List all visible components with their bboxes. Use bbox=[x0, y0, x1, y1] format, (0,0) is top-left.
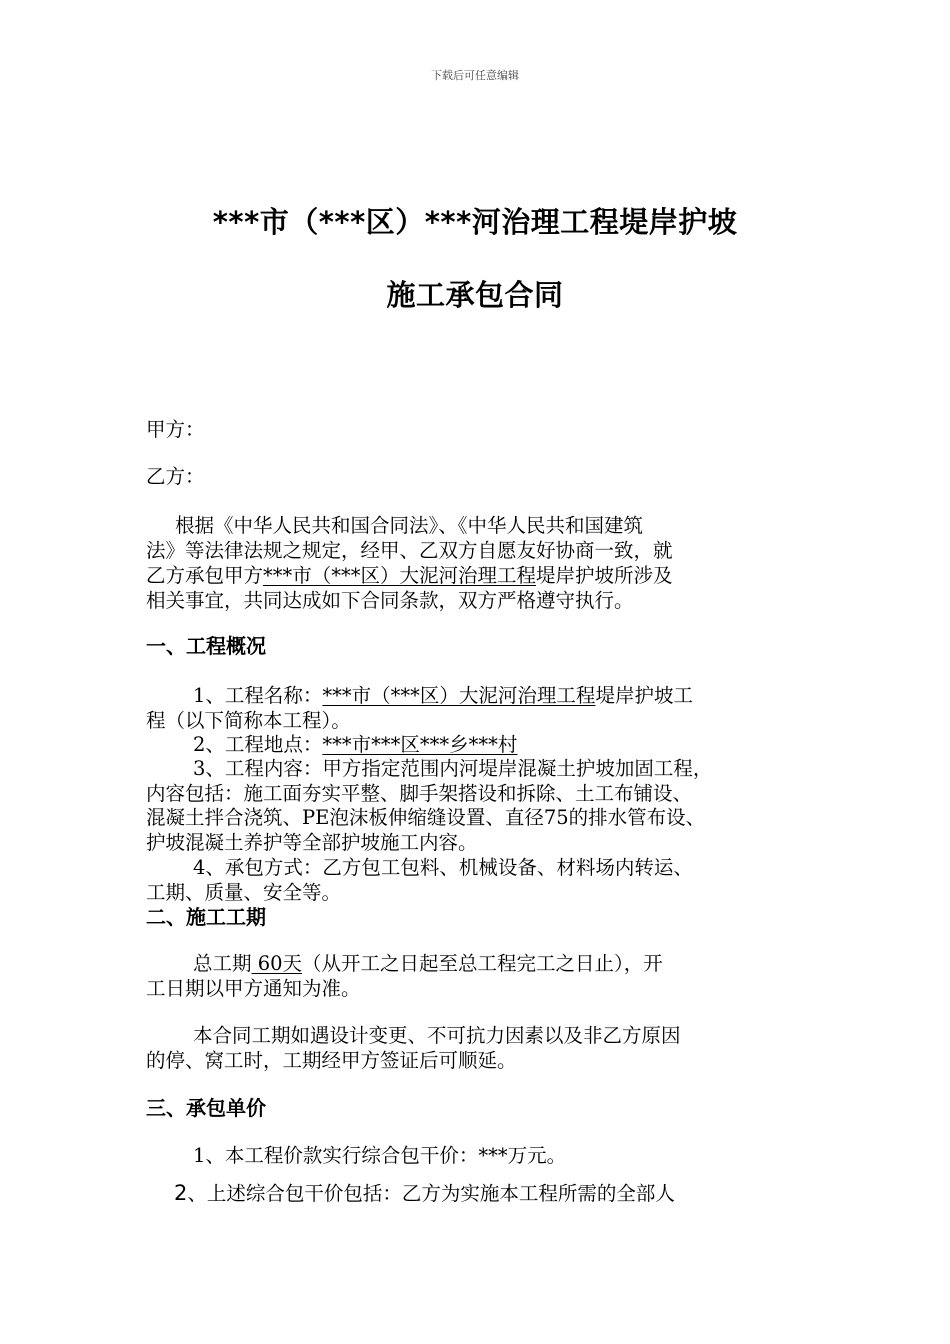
item-line: 护坡混凝土养护等全部护坡施工内容。 bbox=[146, 831, 478, 854]
project-name-underlined: ***市（***区）大泥河治理工程 bbox=[322, 684, 596, 707]
section-2-heading: 二、施工工期 bbox=[146, 905, 266, 929]
item-line: 1、本工程价款实行综合包干价：***万元。 bbox=[193, 1144, 567, 1167]
intro-text: 乙方承包甲方 bbox=[146, 564, 264, 587]
item-line: 3、工程内容：甲方指定范围内河堤岸混凝土护坡加固工程， bbox=[193, 757, 713, 780]
intro-line: 相关事宜，共同达成如下合同条款，双方严格遵守执行。 bbox=[146, 589, 634, 612]
intro-text: 堤岸护坡所涉及 bbox=[536, 564, 673, 587]
section-3-heading: 三、承包单价 bbox=[146, 1096, 266, 1120]
project-location-underlined: ***市***区***乡***村 bbox=[322, 733, 518, 756]
item-text: 2、工程地点： bbox=[193, 733, 323, 756]
paragraph-line: 的停、窝工时，工期经甲方签证后可顺延。 bbox=[146, 1049, 517, 1072]
document-title-line-2: 施工承包合同 bbox=[386, 278, 564, 312]
paragraph-line: 本合同工期如遇设计变更、不可抗力因素以及非乙方原因 bbox=[193, 1024, 681, 1047]
item-line bbox=[193, 680, 693, 708]
item-line bbox=[174, 1178, 675, 1206]
item-line: 内容包括：施工面夯实平整、脚手架搭设和拆除、土工布铺设、 bbox=[146, 782, 693, 805]
paragraph-line: 工日期以甲方通知为准。 bbox=[146, 977, 361, 1000]
header-note: 下载后可任意编辑 bbox=[431, 69, 519, 82]
intro-line: 根据《中华人民共和国合同法》、《中华人民共和国建筑 bbox=[175, 514, 644, 537]
paragraph-line bbox=[193, 948, 663, 976]
paragraph-text: （从开工之日起至总工程完工之日止），开 bbox=[302, 952, 663, 975]
intro-line: 法》等法律法规之规定，经甲、乙双方自愿友好协商一致，就 bbox=[146, 539, 673, 562]
item-number: 2 bbox=[174, 1181, 188, 1205]
document-title-line-1: ***市（***区）***河治理工程堤岸护坡 bbox=[212, 205, 738, 239]
item-text: 堤岸护坡工 bbox=[595, 684, 693, 707]
item-line: 混凝土拌合浇筑、PE泡沫板伸缩缝设置、直径75的排水管布设、 bbox=[146, 806, 706, 829]
item-line: 程（以下简称本工程）。 bbox=[146, 709, 351, 732]
item-line: 4、承包方式：乙方包工包料、机械设备、材料场内转运、 bbox=[193, 856, 693, 879]
party-a-label: 甲方： bbox=[146, 418, 205, 441]
section-1-heading: 一、工程概况 bbox=[146, 634, 266, 658]
item-text: 1、工程名称： bbox=[193, 684, 323, 707]
duration-underlined: 60天 bbox=[251, 952, 303, 975]
paragraph-text: 总工期 bbox=[193, 952, 252, 975]
item-line: 工期、质量、安全等。 bbox=[146, 881, 342, 904]
item-text: 、上述综合包干价包括：乙方为实施本工程所需的全部人 bbox=[187, 1182, 675, 1205]
project-name-underlined: ***市（***区）大泥河治理工程 bbox=[263, 564, 537, 587]
intro-line bbox=[146, 560, 673, 588]
party-b-label: 乙方： bbox=[146, 465, 205, 488]
